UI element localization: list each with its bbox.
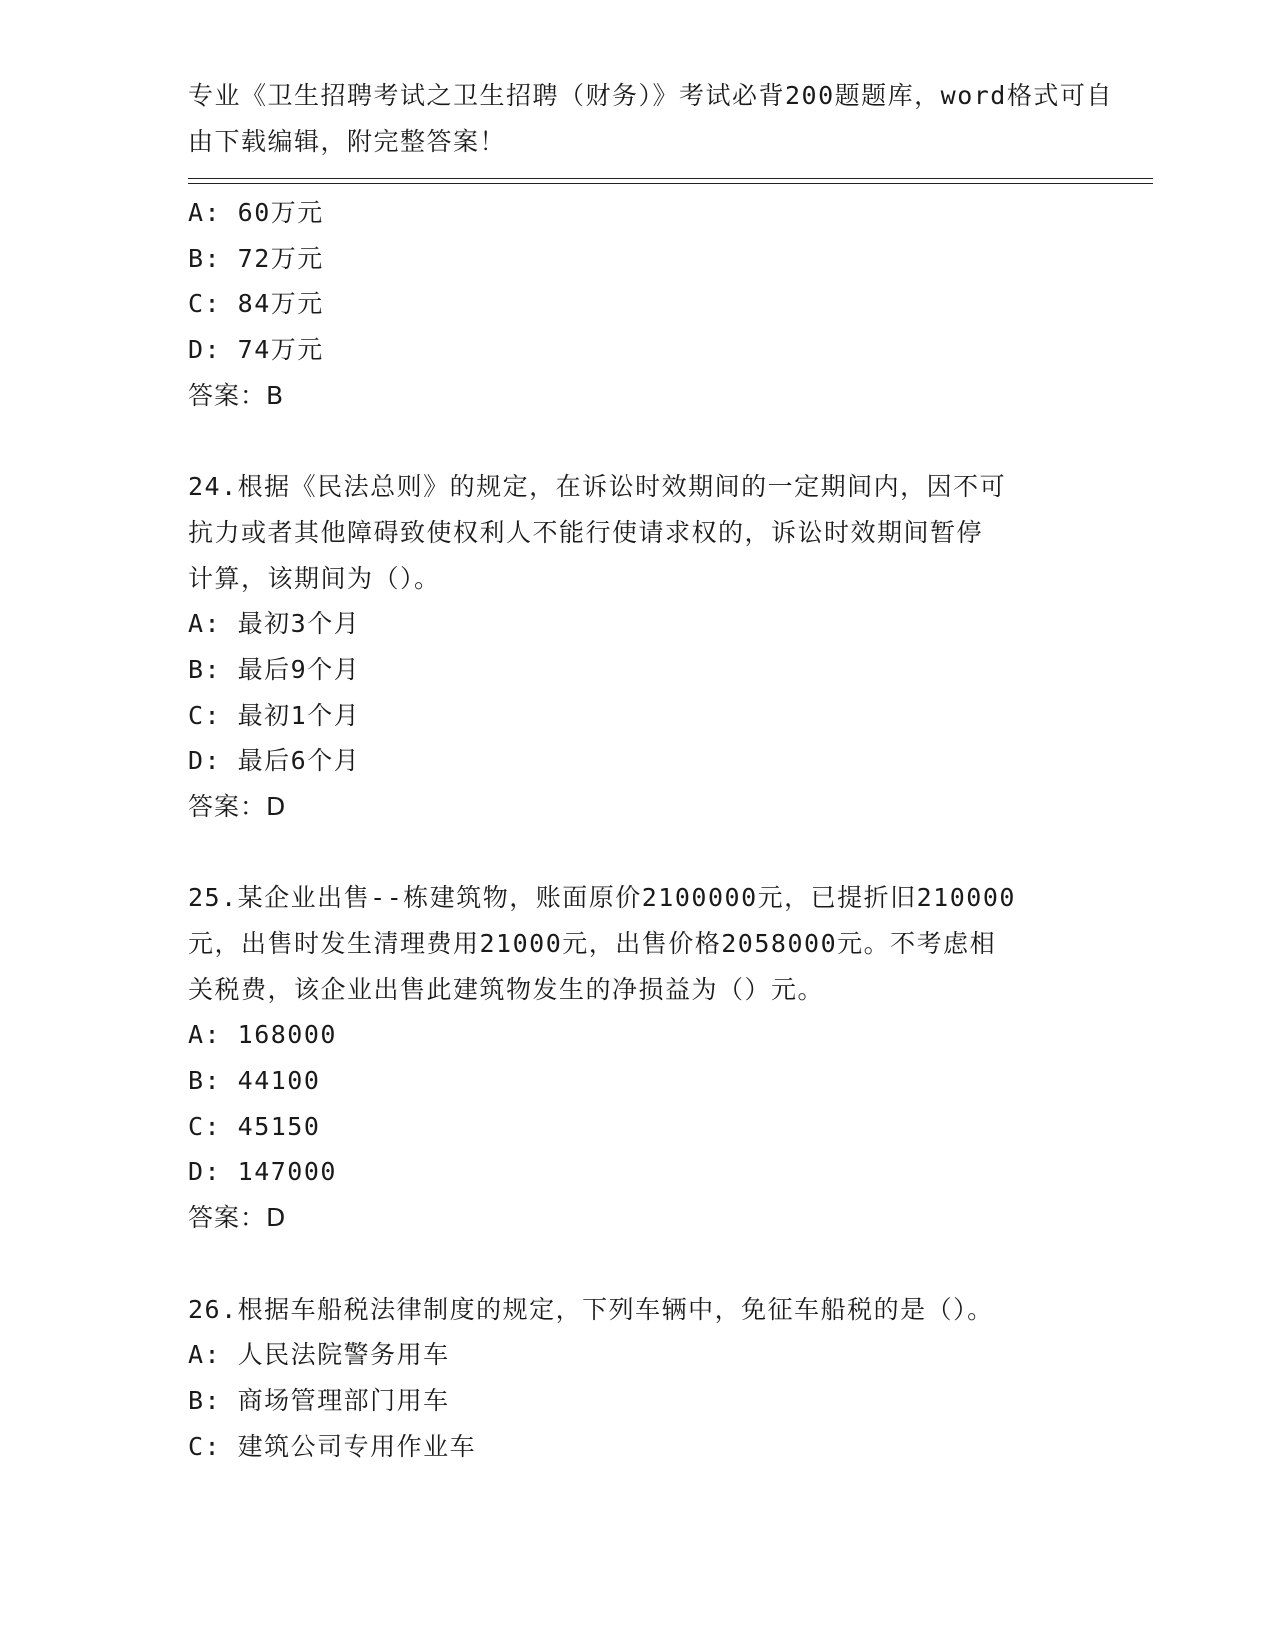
question-24: [188, 464, 1088, 830]
answer-line: 答案：B: [188, 380, 285, 410]
option-a: A: 60万元: [188, 198, 324, 227]
question-text-line: 25.某企业出售--栋建筑物，账面原价2100000元，已提折旧210000: [188, 883, 1016, 913]
option-d: D: 74万元: [188, 335, 324, 365]
answer-line: 答案：D: [188, 791, 287, 821]
header-divider-bottom: [188, 183, 1153, 184]
option-b: B: 商场管理部门用车: [188, 1385, 450, 1415]
option-c: C: 最初1个月: [188, 700, 361, 730]
spacer: [188, 418, 1088, 464]
option-a: A: 168000: [188, 1020, 337, 1050]
question-text-line: 抗力或者其他障碍致使权利人不能行使请求权的，诉讼时效期间暂停: [188, 517, 984, 547]
question-text-line: 24.根据《民法总则》的规定，在诉讼时效期间的一定期间内，因不可: [188, 472, 1007, 502]
spacer: [188, 830, 1088, 876]
answer-line: 答案：D: [188, 1203, 287, 1233]
question-26: [188, 1287, 1088, 1470]
option-d: D: 最后6个月: [188, 746, 361, 776]
question-text-line: 关税费，该企业出售此建筑物发生的净损益为（）元。: [188, 974, 825, 1004]
question-text-line: 计算，该期间为（）。: [188, 563, 441, 593]
header-divider-top: [188, 178, 1153, 179]
option-c: C: 建筑公司专用作业车: [188, 1431, 477, 1461]
question-text-line: 元，出售时发生清理费用21000元，出售价格2058000元。不考虑相: [188, 929, 997, 958]
option-b: B: 44100: [188, 1066, 321, 1096]
question-23-tail: [188, 190, 1088, 418]
document-header: [188, 73, 1113, 164]
option-b: B: 72万元: [188, 243, 324, 273]
spacer: [188, 1241, 1088, 1287]
option-a: A: 人民法院警务用车: [188, 1340, 450, 1370]
header-line-2: 由下载编辑，附完整答案！: [188, 126, 507, 156]
option-b: B: 最后9个月: [188, 654, 361, 684]
option-a: A: 最初3个月: [188, 609, 361, 639]
option-c: C: 45150: [188, 1111, 321, 1141]
option-d: D: 147000: [188, 1157, 337, 1187]
option-c: C: 84万元: [188, 289, 324, 319]
question-text-line: 26.根据车船税法律制度的规定，下列车辆中，免征车船税的是（）。: [188, 1294, 994, 1324]
question-list: [188, 190, 1088, 1469]
question-25: [188, 875, 1088, 1241]
header-line-1: 专业《卫生招聘考试之卫生招聘（财务）》考试必背200题题库，word格式可自: [188, 81, 1113, 110]
